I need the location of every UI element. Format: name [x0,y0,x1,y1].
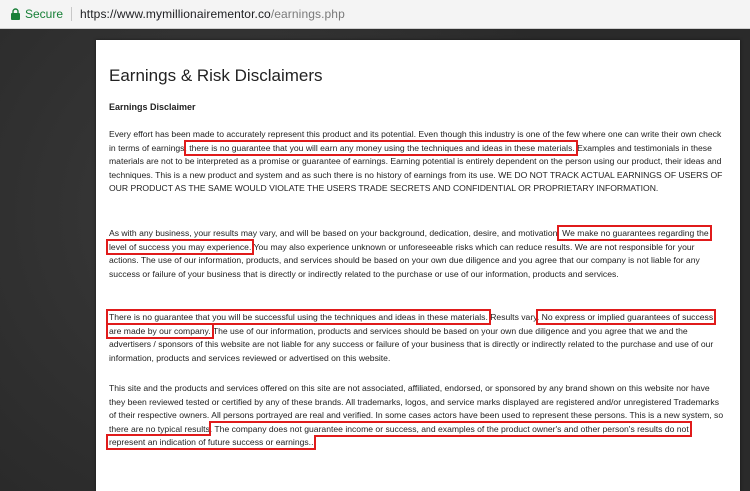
highlighted-text: there is no guarantee that you will earn any money using the techniques and ideas in these materials. [186,142,575,153]
browser-address-bar[interactable] [0,0,750,29]
paragraph-3 [109,311,726,365]
paragraph-text: This site and the products and services offered on this site are not associated, affiliated, endorsed, or sponsored by any brand shown on this website nor have they been reviewed tested or certified by any of these brands. All trademarks, logos, and service marks displayed are registered and/or unregistered Trademarks of their respective owners. All persons portrayed are real and verified. In some cases actors have been used to represent these persons. This is a new system, so there are no typical results. [109,383,724,434]
lock-icon [10,8,21,20]
highlighted-text: The company does not guarantee income or success, and examples of the product owner's and other person's results do not represent an indication of future success or earnings.. [109,423,689,447]
paragraph-text: Every effort has been made to accurately represent this product and its potential. Even though this industry is one of the few where one can write their own check in terms of earnings, [109,129,722,153]
page-title: Earnings & Risk Disclaimers [109,66,323,85]
url-path: /earnings.php [270,7,345,21]
paragraph-text: You may also experience unknown or unforeseeable risks which can reduce results. We are not responsible for your actions. The use of our information, products, and services should be based on your own due diligence and you agree that our company is not liable for any success or failure of your business that is directly or indirectly related to the purchase or use of our information, products and services. [109,241,700,279]
disclaimer-panel [96,40,740,491]
url-field[interactable] [80,7,345,21]
highlighted-text: There is no guarantee that you will be successful using the techniques and ideas in these materials. [109,312,488,322]
paragraph-text: The use of our information, products and services should be based on your own due diligence and you agree that we and the advertisers / sponsors of this website are not liable for any success or failure of your business that is directly or indirectly related to the purchase and use of our information, products and services reviewed or advertised on this website. [109,325,714,363]
divider [71,7,72,21]
paragraph-text: As with any business, your results may vary, and will be based on your background, dedication, desire, and motivation. [109,228,560,238]
paragraph-4 [109,382,726,450]
secure-label: Secure [25,7,64,21]
paragraph-text: Results vary. [487,312,540,322]
highlighted-text: No express or implied guarantees of success are made by our company. [109,312,714,336]
highlighted-text: We make no guarantees regarding the level of success you may experience. [109,228,709,252]
paragraph-text: Examples and testimonials in these materials are not to be interpreted as a promise or guarantee of earnings. Earning potential is entirely dependent on the person using our product, their ideas and techniques. This is a new product and system and as such there is no history of earnings from its use. WE DO NOT TRACK ACTUAL EARNINGS OF USERS OF OUR PRODUCT AS THE SAME WOULD VIOLATE THE USERS TRADE SECRETS AND CONFIDENTIAL OR PROPRIETARY INFORMATION. [109,142,723,193]
paragraph-2 [109,227,726,281]
url-host: https://www.mymillionairementor.co [80,7,271,21]
secure-indicator[interactable] [10,7,63,21]
section-title: Earnings Disclaimer [109,102,196,112]
paragraph-1 [109,128,726,196]
